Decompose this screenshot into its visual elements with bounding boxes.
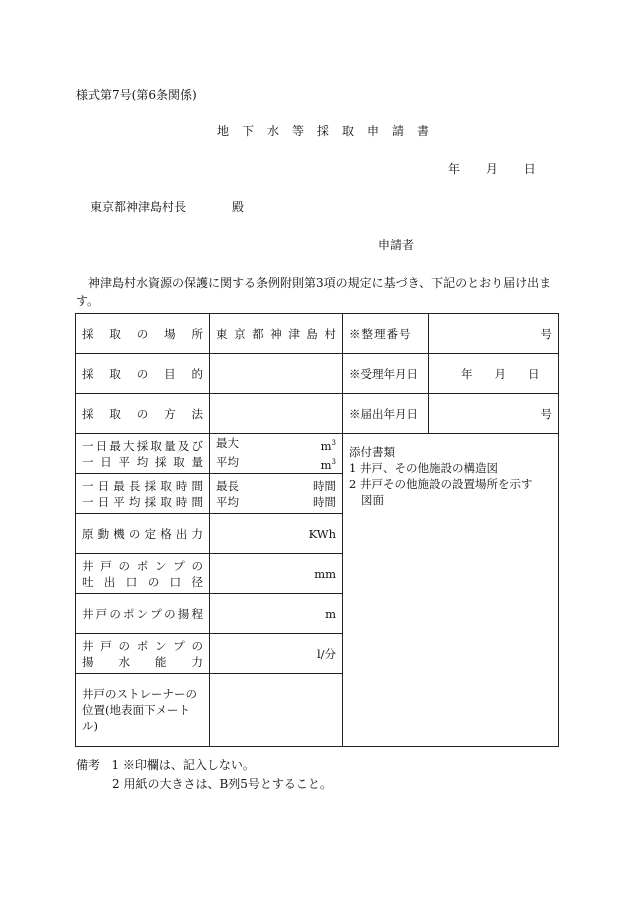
reg-no-field[interactable]: 号 xyxy=(429,314,559,354)
addressee-name: 東京都神津島村長 xyxy=(90,200,187,214)
table-row xyxy=(76,314,559,354)
purpose-label-cell: 採取の目的 xyxy=(76,354,210,394)
motor-label-cell: 原動機の定格出力 xyxy=(76,514,210,554)
max-amount-label-cell: 一日最大採取量及び 一日平均採取量 xyxy=(76,434,210,474)
strainer-label-cell: 井戸のストレーナーの位置(地表面下メートル) xyxy=(76,674,210,747)
submitted-label-cell: ※届出年月日 xyxy=(343,394,429,434)
date-month: 月 xyxy=(485,162,498,176)
strainer-field[interactable] xyxy=(210,674,343,747)
received-label-cell: ※受理年月日 xyxy=(343,354,429,394)
method-field[interactable] xyxy=(210,394,343,434)
attachment-item: 2 井戸その他施設の設置場所を示す xyxy=(349,477,533,491)
time-field[interactable]: 最長 時間 平均 時間 xyxy=(210,474,343,514)
table-row xyxy=(76,434,559,474)
date-year: 年 xyxy=(448,162,461,176)
application-table xyxy=(75,313,559,747)
attachment-item-continued: 図面 xyxy=(361,493,384,507)
addressee xyxy=(90,198,244,215)
table-row xyxy=(76,354,559,394)
pump-capacity-label-cell: 井戸のポンプの 揚水能力 xyxy=(76,634,210,674)
reg-no-label-cell: ※整理番号 xyxy=(343,314,429,354)
attachments-title: 添付書類 xyxy=(349,445,395,459)
purpose-field[interactable] xyxy=(210,354,343,394)
note-item: 2 用紙の大きさは、B列5号とすること。 xyxy=(112,777,332,791)
date-line xyxy=(448,160,558,177)
attachments-cell xyxy=(343,434,559,747)
pump-head-field[interactable]: m xyxy=(210,594,343,634)
note-item: 1 ※印欄は、記入しない。 xyxy=(111,758,255,772)
notes xyxy=(76,756,332,794)
pump-capacity-field[interactable]: l/分 xyxy=(210,634,343,674)
addressee-suffix: 殿 xyxy=(232,200,245,214)
place-label-cell: 採取の場所 xyxy=(76,314,210,354)
submitted-field[interactable]: 号 xyxy=(429,394,559,434)
attachment-item: 1 井戸、その他施設の構造図 xyxy=(349,461,498,475)
amount-field[interactable]: 最大 $m^3$ 平均 $m^3$ xyxy=(210,434,343,474)
intro-text: 神津島村水資源の保護に関する条例附則第3項の規定に基づき、下記のとおり届け出ます。 xyxy=(76,276,552,308)
max-time-label-cell: 一日最長採取時間 一日平均採取時間 xyxy=(76,474,210,514)
received-date-field[interactable]: 年 月 日 xyxy=(429,354,559,394)
table-row xyxy=(76,394,559,434)
method-label-cell: 採取の方法 xyxy=(76,394,210,434)
applicant-label: 申請者 xyxy=(378,238,415,252)
form-number-label: 様式第7号(第6条関係) xyxy=(76,88,197,102)
document-title: 地下水等採取申請書 xyxy=(217,124,443,138)
notes-heading: 備考 xyxy=(76,758,101,772)
date-day: 日 xyxy=(523,162,536,176)
pump-diameter-field[interactable]: mm xyxy=(210,554,343,594)
motor-field[interactable]: KWh xyxy=(210,514,343,554)
place-value-cell: 東京都神津島村 xyxy=(210,314,343,354)
pump-diameter-label-cell: 井戸のポンプの 吐出口の口径 xyxy=(76,554,210,594)
pump-head-label-cell: 井戸のポンプの揚程 xyxy=(76,594,210,634)
